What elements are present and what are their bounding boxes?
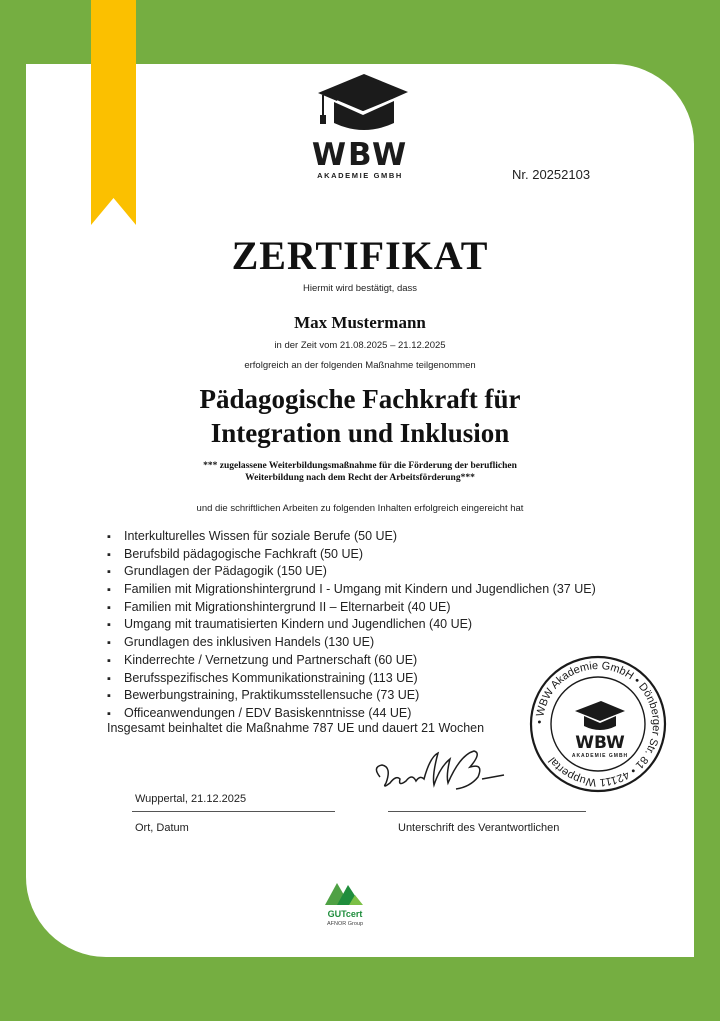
list-item: ▪ Interkulturelles Wissen für soziale Berufe (50 UE) (107, 528, 596, 546)
list-item: ▪ Berufsbild pädagogische Fachkraft (50 UE) (107, 546, 596, 564)
list-item: ▪ Kinderrechte / Vernetzung und Partnerschaft (60 UE) (107, 652, 596, 670)
place-date-caption: Ort, Datum (135, 822, 189, 834)
certificate-title: ZERTIFIKAT (231, 233, 489, 278)
intro-text: und die schriftlichen Arbeiten zu folgenden Inhalten erfolgreich eingereicht hat (196, 503, 524, 514)
course-title-line-2: Integration und Inklusion (210, 418, 510, 448)
list-item: ▪ Berufsspezifisches Kommunikationstraining (113 UE) (107, 670, 596, 688)
stamp-name: WBW (575, 733, 625, 753)
list-item: ▪ Officeanwendungen / EDV Basiskenntnisse (44 UE) (107, 705, 596, 723)
signature-icon (370, 745, 510, 803)
company-logo-name: WBW (311, 137, 409, 173)
signature-line (388, 811, 586, 812)
funding-note (0, 460, 720, 484)
recipient-name: Max Mustermann (294, 313, 426, 332)
module-list (107, 528, 596, 723)
participation-text: erfolgreich an der folgenden Maßnahme teilgenommen (244, 360, 476, 371)
gutcert-logo (322, 877, 368, 927)
gutcert-group: AFNOR Group (326, 921, 364, 927)
company-stamp (529, 655, 667, 793)
graduation-cap-icon (312, 71, 412, 131)
place-date-line (132, 811, 335, 812)
stamp-ring-text: • WBW Akademie GmbH • Dönberger Str. 81 • 42111 Wuppertal (533, 659, 663, 789)
period-text: in der Zeit vom 21.08.2025 – 21.12.2025 (274, 340, 446, 351)
signature-caption: Unterschrift des Verantwortlichen (398, 822, 560, 834)
list-item: ▪ Bewerbungstraining, Praktikumsstellensuche (73 UE) (107, 687, 596, 705)
funding-note-line-2: Weiterbildung nach dem Recht der Arbeitsförderung*** (245, 473, 475, 483)
stamp-subtitle: AKADEMIE GMBH (571, 753, 629, 759)
ribbon-bookmark (91, 0, 136, 225)
certificate-number: Nr. 20252103 (512, 167, 591, 182)
list-item: ▪ Grundlagen der Pädagogik (150 UE) (107, 563, 596, 581)
course-title-line-1: Pädagogische Fachkraft für (199, 384, 521, 414)
gutcert-name: GUTcert (327, 909, 363, 919)
place-date: Wuppertal, 21.12.2025 (135, 793, 247, 805)
company-logo-subtitle: AKADEMIE GMBH (317, 171, 403, 180)
confirm-text: Hiermit wird bestätigt, dass (302, 283, 418, 294)
list-item: ▪ Grundlagen des inklusiven Handels (130 UE) (107, 634, 596, 652)
total-text: Insgesamt beinhaltet die Maßnahme 787 UE und dauert 21 Wochen (107, 721, 485, 735)
funding-note-line-1: *** zugelassene Weiterbildungsmaßnahme für die Förderung der beruflichen (203, 461, 517, 471)
list-item: ▪ Umgang mit traumatisierten Kindern und Jugendlichen (40 UE) (107, 616, 596, 634)
list-item: ▪ Familien mit Migrationshintergrund II – Elternarbeit (40 UE) (107, 599, 596, 617)
course-title (0, 382, 720, 450)
list-item: ▪ Familien mit Migrationshintergrund I - Umgang mit Kindern und Jugendlichen (37 UE) (107, 581, 596, 599)
